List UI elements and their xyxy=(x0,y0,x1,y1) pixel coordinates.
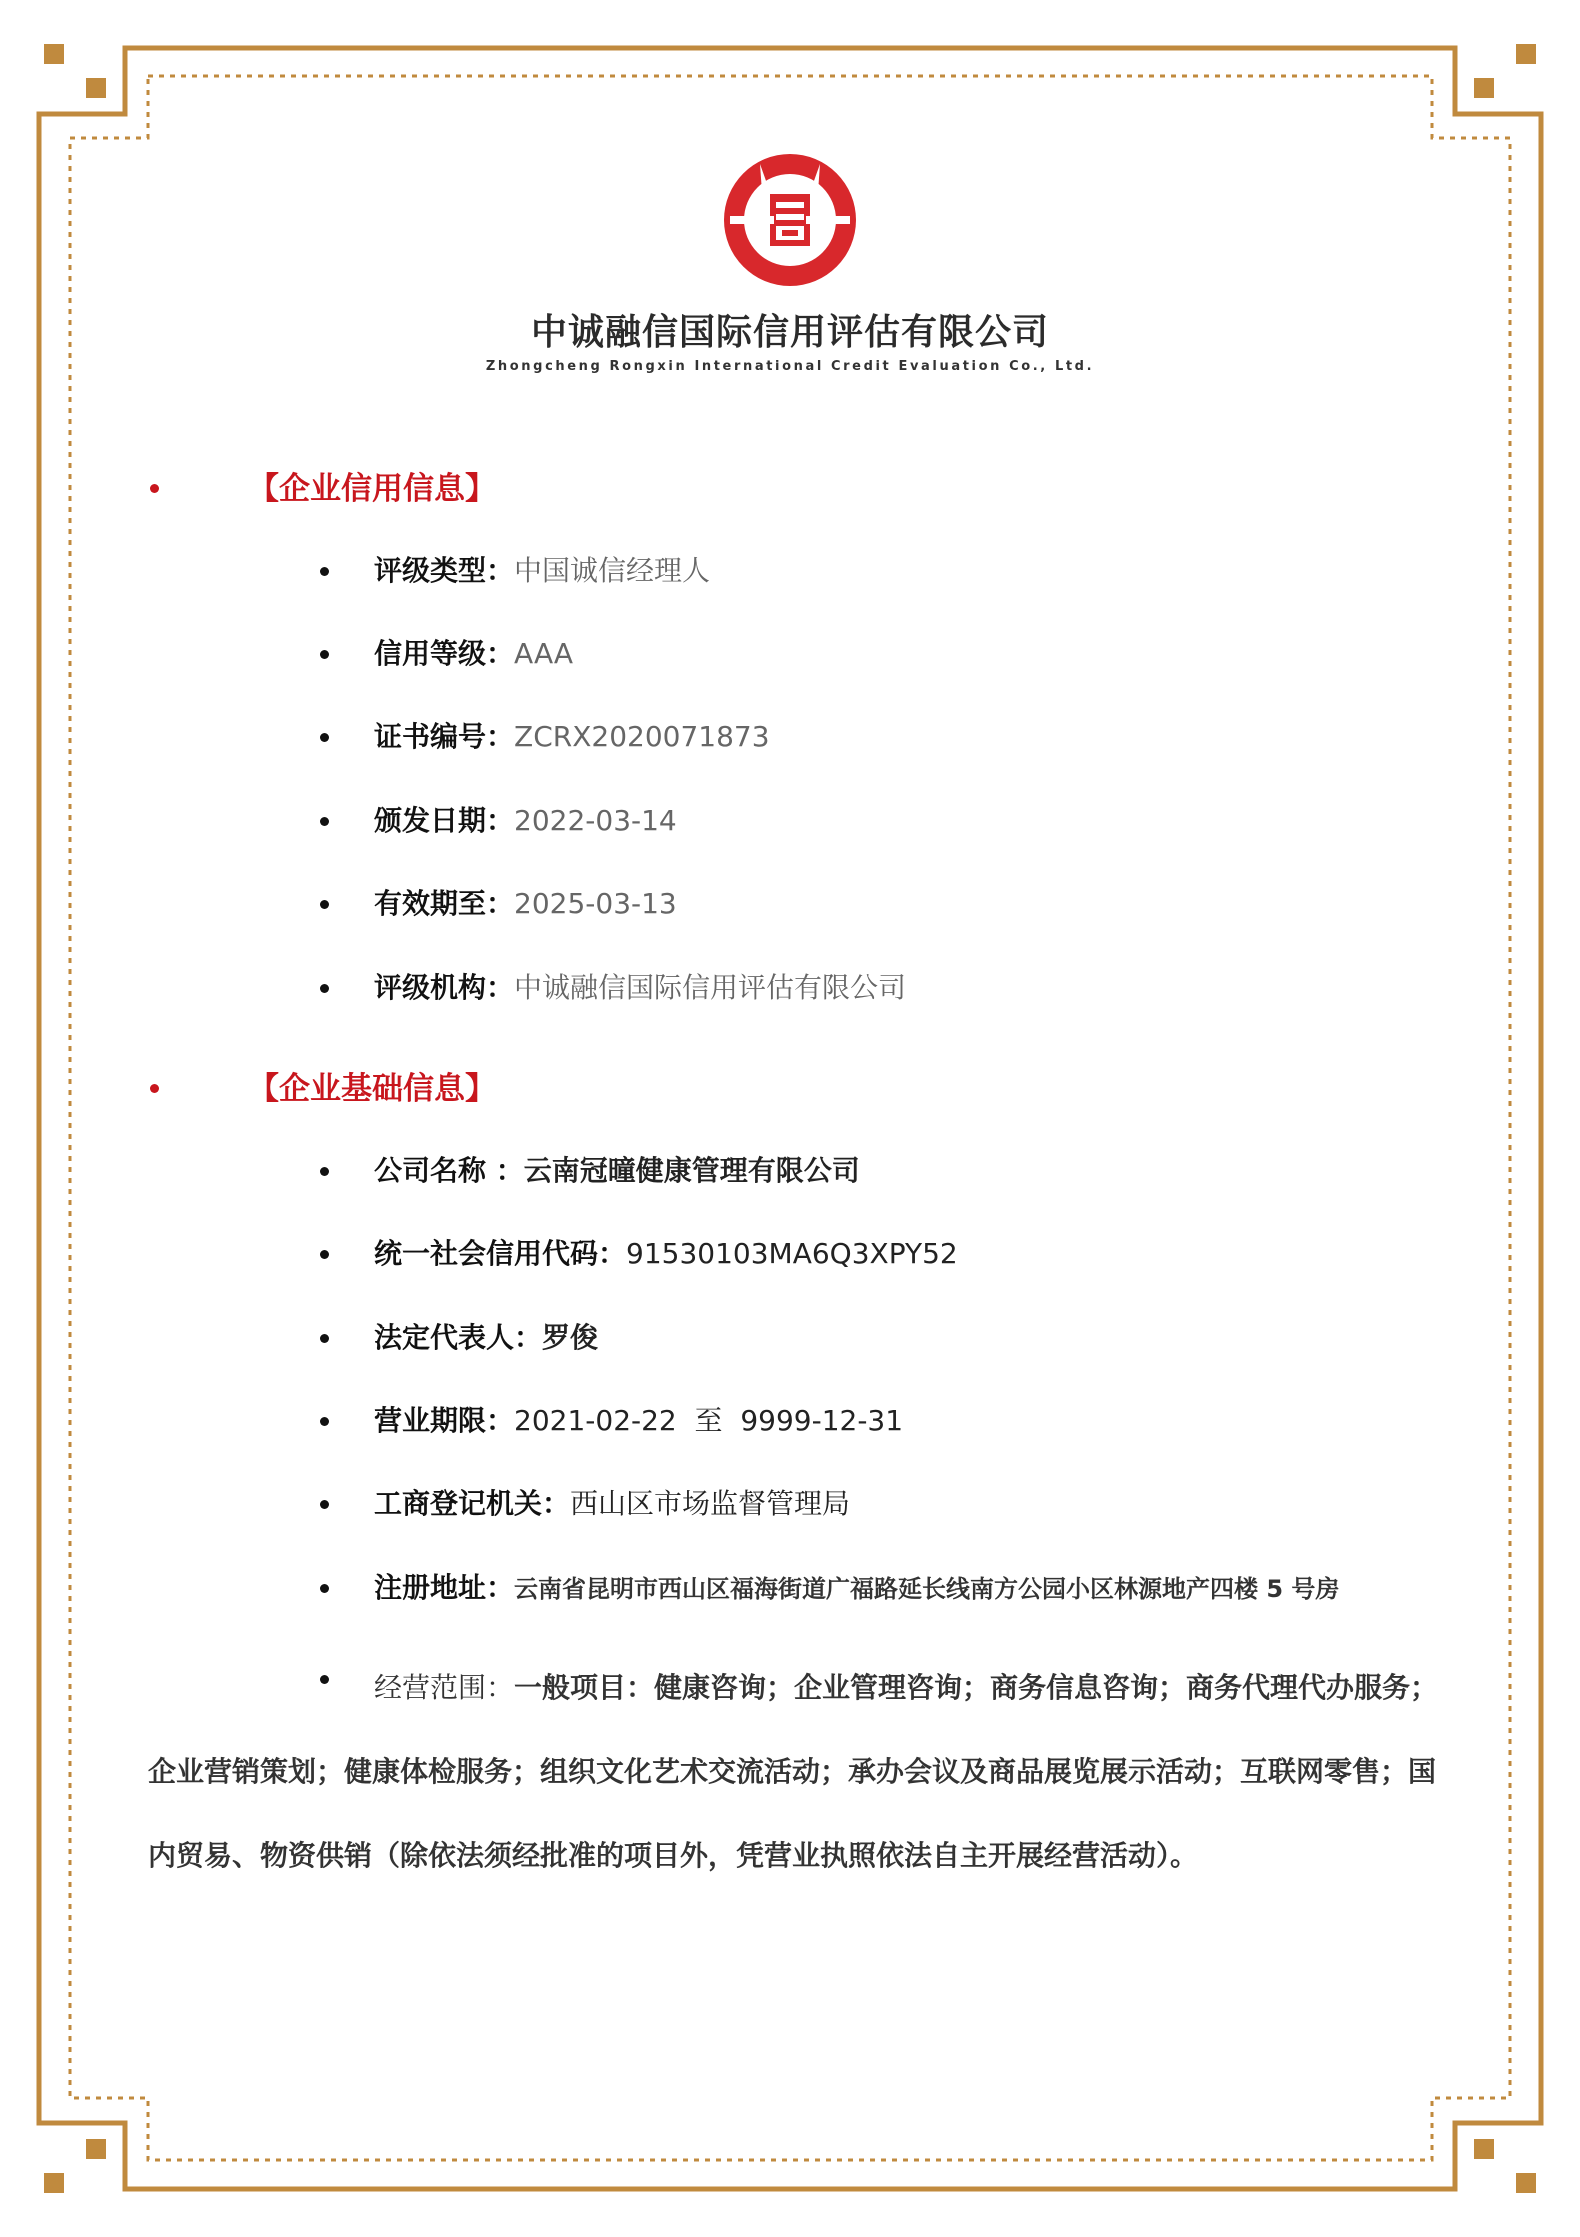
item-label: 颁发日期： xyxy=(374,804,515,837)
basic-section-title: 【企业基础信息】 xyxy=(248,1071,496,1107)
credit-item-rating-agency xyxy=(0,963,1580,1013)
item-label: 公司名称 ： xyxy=(374,1154,524,1187)
item-value: 2021-02-22 至 9999-12-31 xyxy=(514,1404,904,1437)
item-value: 中诚融信国际信用评估有限公司 xyxy=(514,971,907,1004)
item-label: 法定代表人： xyxy=(374,1321,543,1354)
bullet-icon xyxy=(320,984,329,993)
item-value: 2022-03-14 xyxy=(514,804,677,837)
credit-item-certificate-number xyxy=(0,712,1580,762)
item-value: ZCRX2020071873 xyxy=(514,720,770,753)
company-name-cn: 中诚融信国际信用评估有限公司 xyxy=(530,312,1049,353)
basic-item-credit-code xyxy=(0,1229,1580,1279)
bullet-icon xyxy=(320,1584,329,1593)
scope-text: 一般项目：健康咨询；企业管理咨询；商务信息咨询；商务代理代办服务；企业营销策划；健康体检服务；组织文化艺术交流活动；承办会议及商品展览展示活动；互联网零售；国内贸易、物资供销（除依法须经批准的项目外，凭营业执照依法自主开展经营活动）。 xyxy=(148,1671,1439,1872)
item-value: 中国诚信经理人 xyxy=(514,554,711,587)
header xyxy=(0,150,1580,374)
item-label: 评级类型： xyxy=(374,554,515,587)
bullet-icon xyxy=(150,1084,159,1093)
item-value: 云南冠曈健康管理有限公司 xyxy=(523,1154,860,1187)
basic-item-registered-address xyxy=(0,1563,1580,1613)
basic-item-company-name xyxy=(0,1146,1580,1196)
bullet-icon xyxy=(150,484,159,493)
item-value: 2025-03-13 xyxy=(514,887,677,920)
credit-item-issue-date xyxy=(0,796,1580,846)
item-label: 注册地址： xyxy=(374,1571,515,1604)
bullet-icon xyxy=(320,733,329,742)
item-value: 罗俊 xyxy=(542,1321,599,1354)
item-value: 91530103MA6Q3XPY52 xyxy=(626,1237,958,1270)
bullet-icon xyxy=(320,817,329,826)
company-name-en: Zhongcheng Rongxin International Credit Evaluation Co., Ltd. xyxy=(485,359,1095,374)
bullet-icon xyxy=(320,567,329,576)
item-label: 信用等级： xyxy=(374,637,515,670)
item-label: 工商登记机关： xyxy=(374,1487,571,1520)
basic-item-legal-representative xyxy=(0,1313,1580,1363)
basic-section-header xyxy=(0,1062,1580,1122)
credit-item-credit-level xyxy=(0,629,1580,679)
credit-section-header xyxy=(0,462,1580,522)
credit-item-valid-until xyxy=(0,879,1580,929)
bullet-icon xyxy=(320,1167,329,1176)
bullet-icon xyxy=(320,1250,329,1259)
credit-section-title: 【企业信用信息】 xyxy=(248,471,496,507)
item-label: 评级机构： xyxy=(374,971,515,1004)
item-value: AAA xyxy=(514,637,574,670)
xin-logo-icon xyxy=(710,150,870,290)
item-value: 云南省昆明市西山区福海街道广福路延长线南方公园小区林源地产四楼 5 号房 xyxy=(514,1575,1340,1603)
item-label: 证书编号： xyxy=(374,720,515,753)
item-label: 有效期至： xyxy=(374,887,515,920)
basic-item-registration-authority xyxy=(0,1479,1580,1529)
item-label: 统一社会信用代码： xyxy=(374,1237,627,1270)
basic-item-business-term xyxy=(0,1396,1580,1446)
credit-item-rating-type xyxy=(0,546,1580,596)
bullet-icon xyxy=(320,1334,329,1343)
item-label: 营业期限： xyxy=(374,1404,515,1437)
bullet-icon xyxy=(320,1417,329,1426)
bullet-icon xyxy=(320,650,329,659)
bullet-icon xyxy=(320,900,329,909)
scope-label: 经营范围： xyxy=(374,1671,515,1704)
business-scope xyxy=(148,1646,1458,1898)
bullet-icon xyxy=(320,1500,329,1509)
item-value: 西山区市场监督管理局 xyxy=(570,1487,851,1520)
